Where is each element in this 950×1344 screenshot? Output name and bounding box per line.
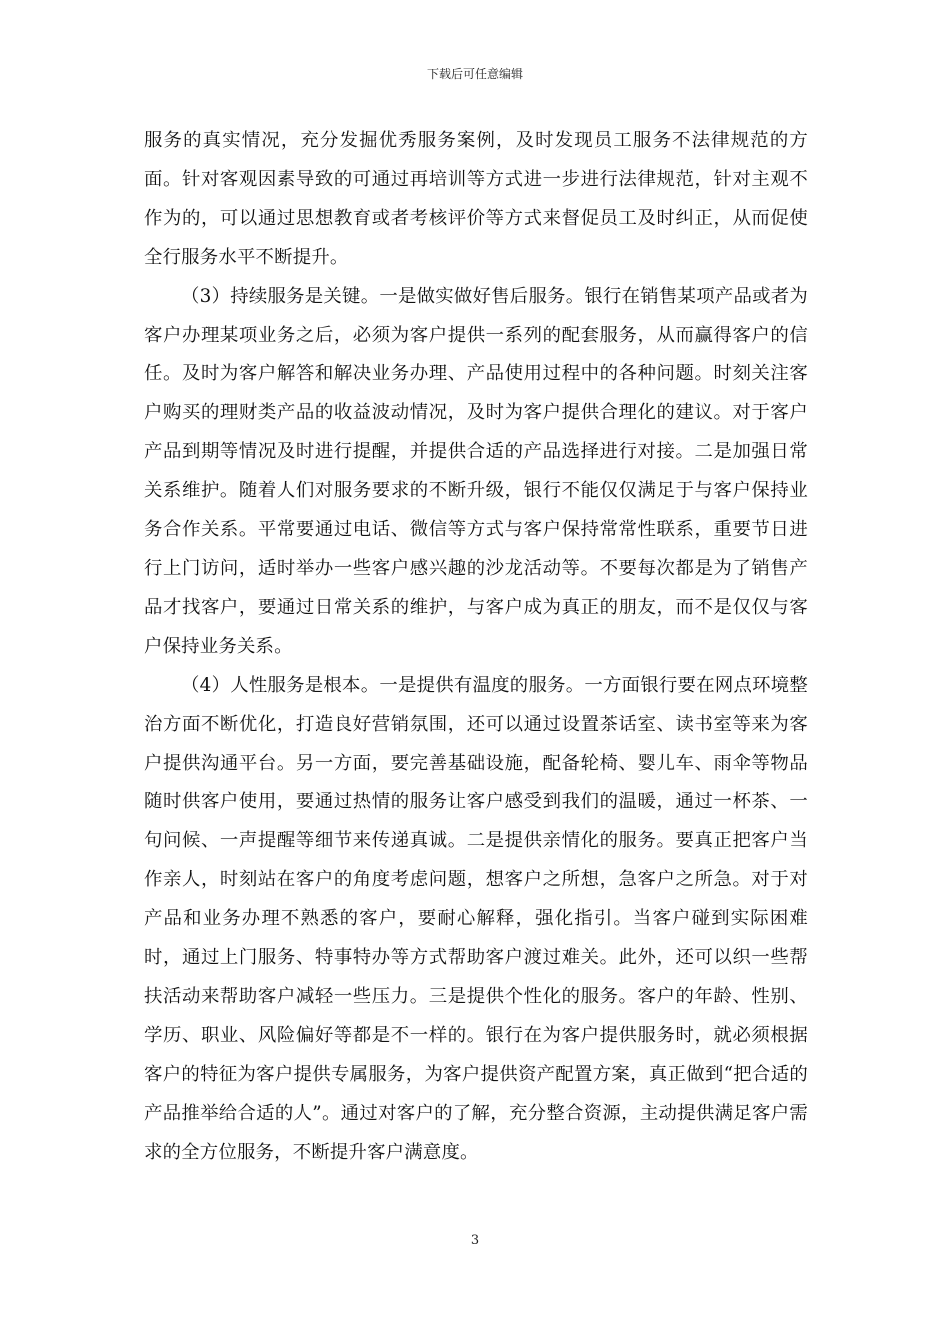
page-number: 3 — [470, 1233, 480, 1248]
page-header: 下载后可任意编辑 — [426, 67, 523, 81]
paragraph-humane-service: （4）人性服务是根本。一是提供有温度的服务。一方面银行要在网点环境整治方面不断优化，打造良好营销氛围，还可以通过设置茶话室、读书室等来为客户提供沟通平台。另一方面，要完善基础设施，配备轮椅、婴儿车、雨伞等物品随时供客户使用，要通过热情的服务让客户感受到我们的温暖，通过一杯茶、一句问候、一声提醒等细节来传递真诚。二是提供亲情化的服务。要真正把客户当作亲人，时刻站在客户的角度考虑问题，想客户之所想，急客户之所急。对于对产品和业务办理不熟悉的客户，要耐心解释，强化指引。当客户碰到实际困难时，通过上门服务、特事特办等方式帮助客户渡过难关。此外，还可以织一些帮扶活动来帮助客户减轻一些压力。三是提供个性化的服务。客户的年龄、性别、学历、职业、风险偏好等都是不一样的。银行在为客户提供服务时，就必须根据客户的特征为客户提供专属服务，为客户提供资产配置方案，真正做到“把合适的产品推举给合适的人”。通过对客户的了解，充分整合资源，主动提供满足客户需求的全方位服务，不断提升客户满意度。 — [144, 674, 808, 1163]
body-text — [144, 122, 808, 1172]
paragraph-continuation: 服务的真实情况，充分发掘优秀服务案例，及时发现员工服务不法律规范的方面。针对客观因素导致的可通过再培训等方式进一步进行法律规范，针对主观不作为的，可以通过思想教育或者考核评价等方式来督促员工及时纠正，从而促使全行服务水平不断提升。 — [144, 130, 808, 268]
paragraph-continuous-service: （3）持续服务是关键。一是做实做好售后服务。银行在销售某项产品或者为客户办理某项业务之后，必须为客户提供一系列的配套服务，从而赢得客户的信任。及时为客户解答和解决业务办理、产品使用过程中的各种问题。时刻关注客户购买的理财类产品的收益波动情况，及时为客户提供合理化的建议。对于客户产品到期等情况及时进行提醒，并提供合适的产品选择进行对接。二是加强日常关系维护。随着人们对服务要求的不断升级，银行不能仅仅满足于与客户保持业务合作关系。平常要通过电话、微信等方式与客户保持常常性联系，重要节日进行上门访问，适时举办一些客户感兴趣的沙龙活动等。不要每次都是为了销售产品才找客户，要通过日常关系的维护，与客户成为真正的朋友，而不是仅仅与客户保持业务关系。 — [144, 285, 808, 657]
